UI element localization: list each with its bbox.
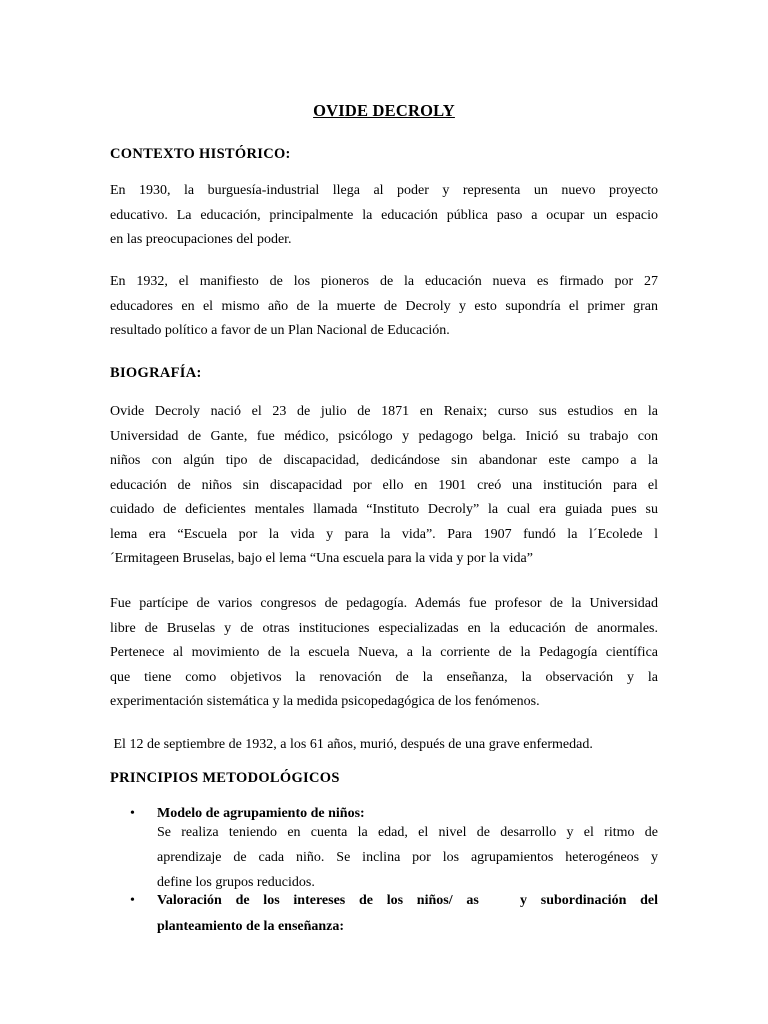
text-line: Pertenece al movimiento de la escuela Nueva, a la corriente de la Pedagogía científica xyxy=(110,645,658,660)
text-line: define los grupos reducidos. xyxy=(157,875,315,890)
text-line: libre de Bruselas y de otras instituciones especializadas en la educación de anormales. xyxy=(110,620,658,636)
text-line: Valoración de los intereses de los niños/ as y subordinación del xyxy=(157,893,658,908)
document-title: OVIDE DECROLY xyxy=(313,101,455,120)
paragraph-biografia-3: El 12 de septiembre de 1932, a los 61 años, murió, después de una grave enfermedad. xyxy=(110,737,593,752)
bullet-icon: • xyxy=(130,806,135,821)
text-line: ´Ermitageen Bruselas, bajo el lema “Una escuela para la vida y por la vida” xyxy=(110,551,533,566)
text-line: Fue partícipe de varios congresos de pedagogía. Además fue profesor de la Universidad xyxy=(110,596,658,611)
text-line: aprendizaje de cada niño. Se inclina por los agrupamientos heterogéneos y xyxy=(157,850,658,865)
text-line: resultado político a favor de un Plan Nacional de Educación. xyxy=(110,323,450,338)
paragraph-biografia-2 xyxy=(110,592,658,715)
paragraph-contexto-1 xyxy=(110,179,658,253)
text-line: planteamiento de la enseñanza: xyxy=(157,919,345,934)
bullet-icon: • xyxy=(130,893,135,908)
text-line: Se realiza teniendo en cuenta la edad, el nivel de desarrollo y el ritmo de xyxy=(157,825,658,840)
paragraph-contexto-2 xyxy=(110,270,658,344)
text-line: Ovide Decroly nació el 23 de julio de 1871 en Renaix; curso sus estudios en la xyxy=(110,404,658,419)
text-line: educativo. La educación, principalmente la educación pública paso a ocupar un espacio xyxy=(110,207,658,223)
text-line: que tiene como objetivos la renovación de la enseñanza, la observación y la xyxy=(110,669,658,685)
text-line: cuidado de deficientes mentales llamada “Instituto Decroly” la cual era guiada pues su xyxy=(110,502,658,517)
bullet-text xyxy=(157,820,658,895)
paragraph-biografia-1 xyxy=(110,400,658,572)
section-heading-contexto: CONTEXTO HISTÓRICO: xyxy=(110,146,291,162)
text-line: lema era “Escuela por la vida y para la vida”. Para 1907 fundó la l´Ecolede l xyxy=(110,526,658,542)
bullet-label: Modelo de agrupamiento de niños: xyxy=(157,806,365,821)
bullet-label xyxy=(157,888,658,940)
text-line: Universidad de Gante, fue médico, psicólogo y pedagogo belga. Inició su trabajo con xyxy=(110,428,658,444)
text-line: niños con algún tipo de discapacidad, dedicándose sin abandonar este campo a la xyxy=(110,453,658,468)
text-line: experimentación sistemática y la medida psicopedagógica de los fenómenos. xyxy=(110,694,540,709)
text-line: educadores en el mismo año de la muerte de Decroly y esto supondría el primer gran xyxy=(110,298,658,314)
text-line: en las preocupaciones del poder. xyxy=(110,232,292,247)
text-line: En 1932, el manifiesto de los pioneros de la educación nueva es firmado por 27 xyxy=(110,274,658,289)
text-line: En 1930, la burguesía-industrial llega al poder y representa un nuevo proyecto xyxy=(110,183,658,198)
text-line: educación de niños sin discapacidad por ello en 1901 creó una institución para el xyxy=(110,477,658,493)
section-heading-principios: PRINCIPIOS METODOLÓGICOS xyxy=(110,770,340,786)
section-heading-biografia: BIOGRAFÍA: xyxy=(110,365,202,381)
